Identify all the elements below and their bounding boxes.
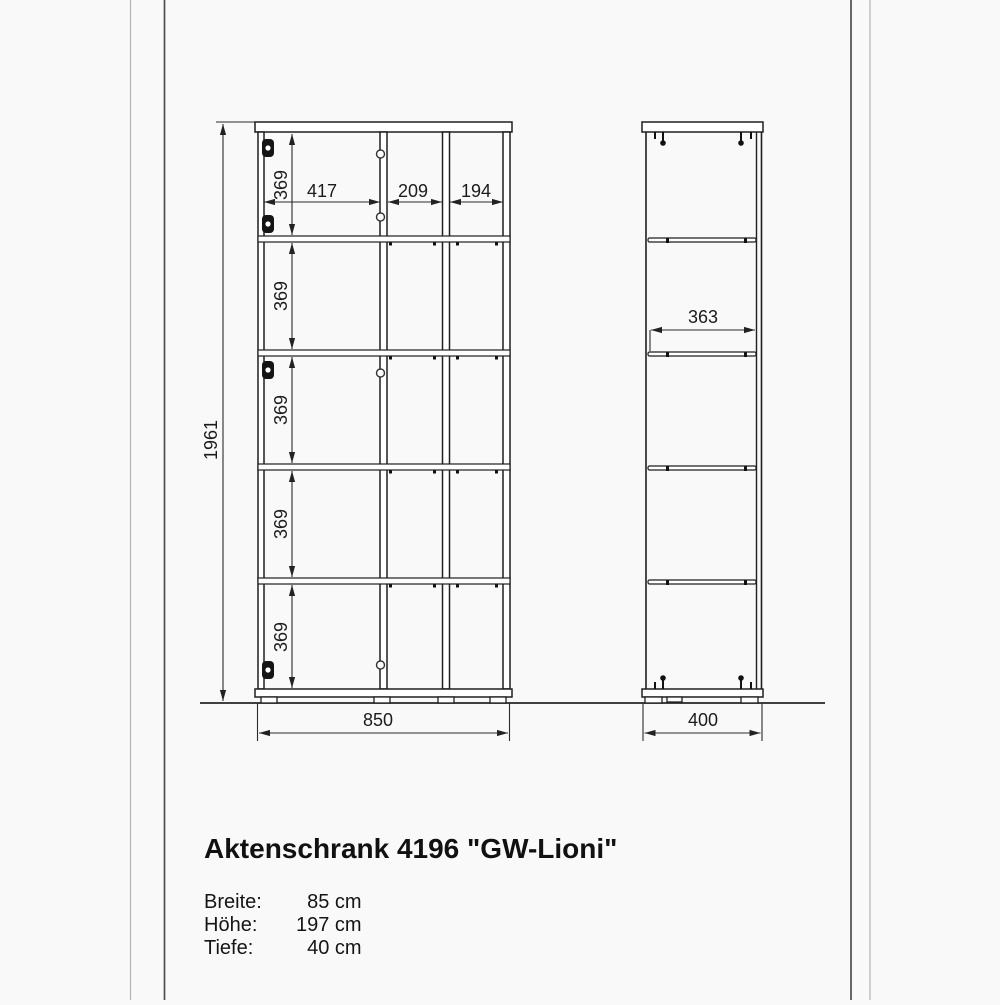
hole-icon (377, 150, 385, 158)
dim-label-width-1: 417 (306, 181, 338, 201)
hinge-icon (262, 661, 274, 679)
product-title: Aktenschrank 4196 "GW-Lioni" (204, 833, 618, 864)
screw-icon (738, 132, 751, 146)
foot (261, 697, 277, 703)
spec-label: Tiefe: (204, 937, 254, 959)
dim-front-total-width (258, 703, 510, 741)
bottom-screws (655, 675, 751, 689)
dim-label-total-depth: 400 (687, 710, 719, 730)
spec-label: Breite: (204, 891, 262, 913)
hole-icon (377, 369, 385, 377)
dim-label-total-height: 1961 (201, 419, 221, 461)
spec-table (204, 891, 362, 960)
spec-row-depth (204, 937, 362, 960)
hole-icon (377, 661, 385, 669)
dim-label-row-height-2: 369 (271, 280, 291, 312)
dim-label-row-height-4: 369 (271, 508, 291, 540)
side-top-panel (642, 122, 763, 132)
dim-label-row-height-3: 369 (271, 394, 291, 426)
dim-side-total-depth (643, 703, 762, 741)
hinge-icon (262, 361, 274, 379)
shelf (648, 352, 756, 357)
spec-row-height (204, 914, 362, 937)
screw-icon (655, 675, 666, 689)
front-right-wall (503, 132, 510, 689)
foot (438, 697, 454, 703)
foot (741, 697, 758, 703)
spec-value: 40 cm (307, 937, 362, 959)
front-bottom-panel (255, 689, 512, 697)
foot (374, 697, 390, 703)
dim-label-width-3: 194 (460, 181, 492, 201)
side-bottom-panel (642, 689, 763, 697)
dim-front-compartment-heights (271, 134, 292, 688)
foot (645, 697, 662, 703)
side-view (642, 122, 763, 741)
spec-label: Höhe: (204, 914, 258, 936)
shelf (648, 466, 756, 471)
hinge-icon (262, 215, 274, 233)
dim-label-width-2: 209 (397, 181, 429, 201)
front-top-panel (255, 122, 512, 132)
side-shelves (648, 238, 756, 585)
dim-label-row-height-5: 369 (271, 621, 291, 653)
foot (490, 697, 506, 703)
hole-icon (377, 213, 385, 221)
top-screws (655, 132, 751, 146)
shelf (258, 236, 510, 242)
spec-value: 197 cm (295, 914, 362, 936)
front-divider-2 (443, 132, 450, 689)
shelf (258, 350, 510, 356)
screw-icon (738, 675, 751, 689)
dim-side-shelf-depth (650, 307, 755, 351)
shelf (258, 578, 510, 584)
foot (667, 697, 682, 702)
spec-row-width (204, 891, 362, 914)
dim-label-row-height-1: 369 (271, 169, 291, 201)
shelf (648, 580, 756, 585)
shelf (648, 238, 756, 243)
screw-icon (655, 132, 666, 146)
dim-label-shelf-depth: 363 (687, 307, 719, 327)
dim-front-total-height (201, 122, 255, 701)
shelf (258, 464, 510, 470)
spec-value: 85 cm (307, 891, 362, 913)
front-view (201, 122, 512, 741)
hinge-icon (262, 139, 274, 157)
dim-label-total-width: 850 (362, 710, 394, 730)
front-left-wall (258, 132, 264, 689)
